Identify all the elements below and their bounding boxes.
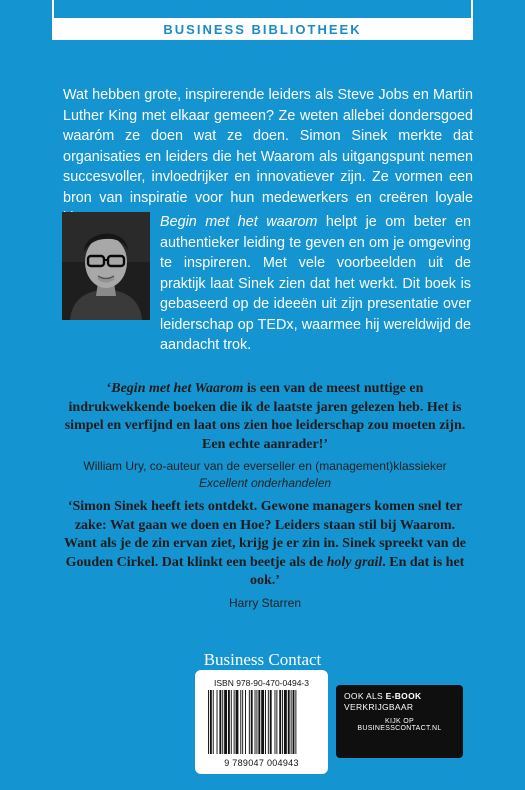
ebook-line-1 [344,691,455,701]
publisher-name: Business Contact [203,650,322,669]
endorsement-quote-2 [60,498,470,612]
barcode-bar [240,690,241,754]
barcode-bar [251,690,253,754]
barcode-digits: 9 789047 004943 [224,758,299,768]
ebook-line-3: KIJK OP [385,718,414,725]
book-description-text: helpt je om beter en authentieker leiding te geven en om je omgeving te inspireren. Met vele voorbeelden uit de praktijk laat Sinek zien dat het werkt. Dit boek is gebaseerd op de ideeën uit zijn presentatie over leiderschap op TEDx, waarmee hij wereldwijd de aandacht trok. [160,214,471,353]
author-photo [62,212,150,320]
barcode-bar [210,690,212,754]
barcode-bar [213,690,214,754]
barcode-bar [222,690,223,754]
isbn-number: ISBN 978-90-470-0494-3 [214,678,309,688]
quote-1-work: Excellent onderhandelen [198,476,332,490]
quote-2-body-b: . En dat is het ook.’ [250,554,465,588]
series-title: BUSINESS BIBLIOTHEEK [163,21,362,37]
ebook-line-1-pre: OOK ALS [344,691,386,701]
barcode-bar [295,690,296,754]
quote-1-author: William Ury, co-auteur van de everseller en (management)klassieker [83,459,447,473]
barcode-bar [270,690,272,754]
author-portrait-image [62,212,150,320]
intro-paragraph: Wat hebben grote, inspirerende leiders als Steve Jobs en Martin Luther King met elkaar gemeen? Ze weten allebei dondersgoed waaróm ze doen wat ze doen. Simon Sinek merkte dat organisaties en leiders die het Waarom als uitgangspunt nemen succesvoller, invloedrijker en innovatiever zijn. Ze vormen een bron van inspiratie voor hun medewerkers en creëren loyale [63,87,473,206]
ebook-line-1-bold: E-BOOK [385,691,422,701]
barcode-bar [208,690,209,754]
quote-1-text [60,380,470,454]
barcode-bar [236,690,239,754]
book-description [160,212,471,356]
barcode-bar [217,690,218,754]
barcode-bar [255,690,256,754]
barcode-bar [242,690,243,754]
barcode-bar [291,690,292,754]
barcode-bar [288,690,290,754]
barcode-bar [258,690,260,754]
series-header [0,0,525,48]
barcode-bar [275,690,276,754]
ebook-notice [336,685,463,758]
quote-1-book-title: Begin met het Waarom [111,381,244,396]
barcode-bar [245,690,246,754]
barcode-bars [206,690,317,754]
barcode-bar [219,690,221,754]
endorsement-quote-1 [60,380,470,492]
barcode-bar [228,690,230,754]
barcode-bar [265,690,266,754]
barcode-bar [234,690,235,754]
series-band [52,18,473,40]
barcode-bar [224,690,227,754]
ebook-website: BUSINESSCONTACT.NL [357,725,442,732]
isbn-barcode-box [195,670,328,774]
barcode-bar [256,690,257,754]
quote-2-italic: holy grail [326,554,383,570]
quote-1-open-mark: ‘ [106,381,112,396]
quote-2-author: Harry Starren [228,595,302,610]
barcode-bar [268,690,269,754]
barcode-bar [279,690,281,754]
barcode-bar [284,690,287,754]
quote-2-body-a: ‘Simon Sinek heeft iets ontdekt. Gewone managers komen snel ter zake: Wat gaan we doen en Hoe? Leiders staan stil bij Waarom. Want als je de zin ervan ziet, krijg je er zin in. Sinek spreekt van de Gouden Cirkel. Dat klinkt een beetje als de [64,499,466,570]
barcode-bar [231,690,232,754]
barcode-bar [282,690,283,754]
ebook-line-2: VERKRIJGBAAR [344,702,414,712]
book-title-italic: Begin met het waarom [160,214,318,230]
barcode-bar [261,690,264,754]
quote-2-text [60,498,470,591]
barcode-bar [276,690,277,754]
barcode-bar [249,690,250,754]
quote-1-attribution [60,458,470,492]
barcode-bar [293,690,295,754]
quote-1-body: is een van de meest nuttige en indrukwekkende boeken die ik de laatste jaren gelezen heb. Het is simpel en verfijnd en laat ons zien hoe leiderschap zou moeten zijn. Een echte aanrader!’ [64,381,466,452]
